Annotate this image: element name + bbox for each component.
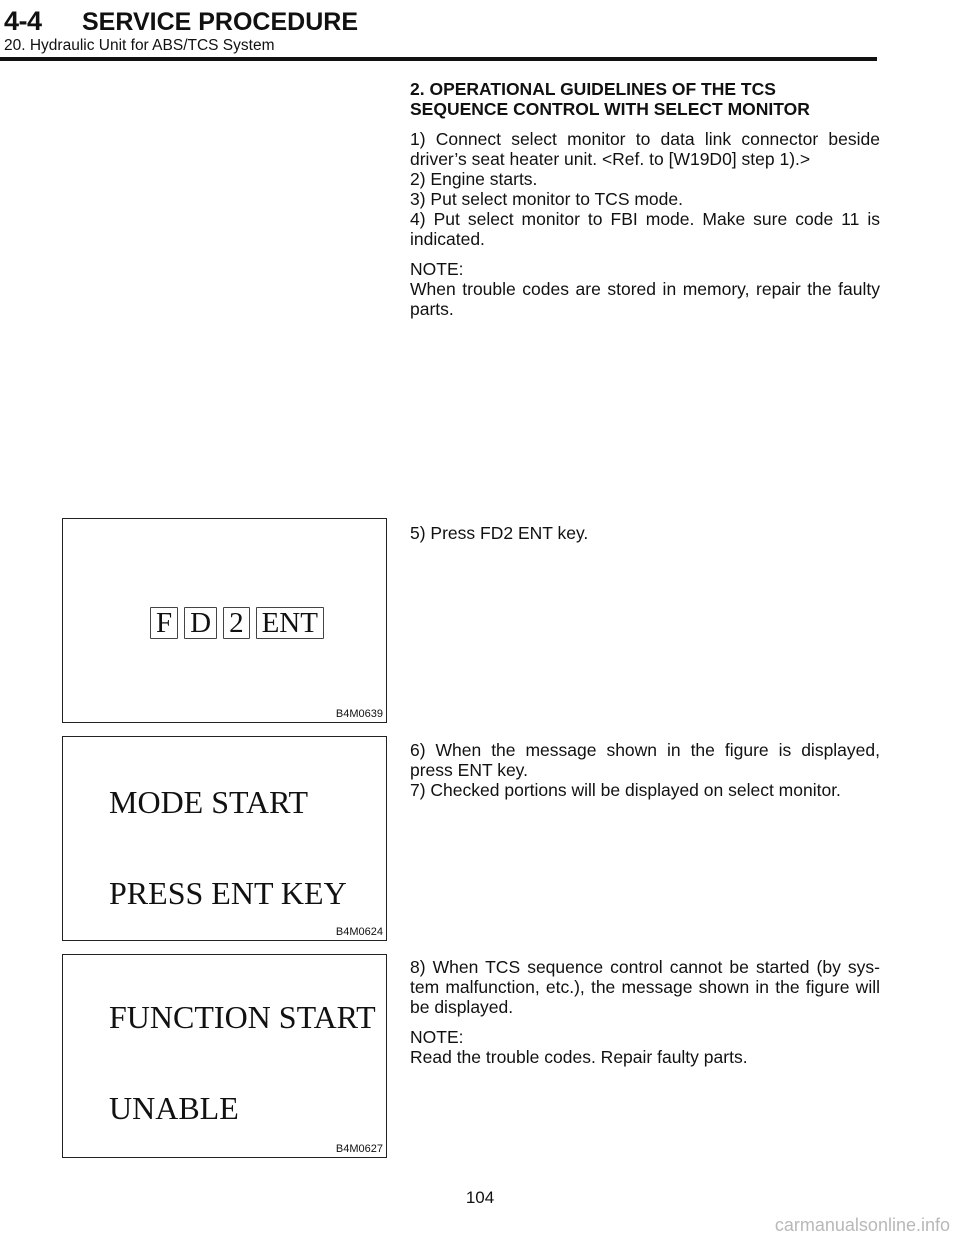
step-6: 6) When the message shown in the figure is displayed, press ENT key. — [410, 740, 880, 780]
watermark: carmanualsonline.info — [774, 1215, 950, 1235]
note-text: When trouble codes are stored in memory, repair the faulty parts. — [410, 279, 880, 319]
step-8-block — [410, 957, 880, 1067]
step-7: 7) Checked portions will be displayed on select monitor. — [410, 780, 841, 800]
page-title: SERVICE PROCEDURE — [82, 8, 358, 36]
figure-caption: B4M0639 — [335, 708, 383, 720]
step-5: 5) Press FD2 ENT key. — [410, 523, 589, 543]
key-d: D — [184, 607, 217, 639]
section-heading-line1: 2. OPERATIONAL GUIDELINES OF THE TCS — [410, 79, 776, 99]
header-divider — [0, 57, 877, 61]
page-subtitle: 20. Hydraulic Unit for ABS/TCS System — [4, 37, 275, 54]
note-text: Read the trouble codes. Repair faulty parts. — [410, 1047, 748, 1067]
section-heading-line2: SEQUENCE CONTROL WITH SELECT MONITOR — [410, 99, 810, 119]
page-number: 104 — [465, 1188, 495, 1207]
figure-key-sequence — [62, 518, 387, 723]
figure-caption: B4M0624 — [335, 926, 383, 938]
intro-section — [410, 79, 880, 319]
step-3: 3) Put select monitor to TCS mode. — [410, 189, 683, 209]
key-ent: ENT — [256, 607, 324, 639]
display-line-2: PRESS ENT KEY — [109, 875, 347, 911]
step-8: 8) When TCS sequence control cannot be started (by sys- tem malfunction, etc.), the message shown in the figure will be displayed. — [410, 957, 880, 1017]
key-f: F — [150, 607, 178, 639]
step-4: 4) Put select monitor to FBI mode. Make sure code 11 is indicated. — [410, 209, 880, 249]
note-label: NOTE: — [410, 1027, 464, 1047]
step-5-block — [410, 523, 880, 543]
key-2: 2 — [223, 607, 250, 639]
display-line-1: MODE START — [109, 784, 309, 820]
figure-mode-start — [62, 736, 387, 941]
step-2: 2) Engine starts. — [410, 169, 538, 189]
figure-function-unable — [62, 954, 387, 1158]
section-number: 4-4 — [4, 6, 42, 36]
key-sequence — [150, 607, 330, 639]
figure-caption: B4M0627 — [335, 1143, 383, 1155]
step-1: 1) Connect select monitor to data link connector beside driver’s seat heater unit. <Ref. to [W19D0] step 1).> — [410, 129, 880, 169]
note-label: NOTE: — [410, 259, 464, 279]
display-line-2: UNABLE — [109, 1090, 239, 1126]
step-6-7-block — [410, 740, 880, 800]
display-line-1: FUNCTION START — [109, 999, 376, 1035]
